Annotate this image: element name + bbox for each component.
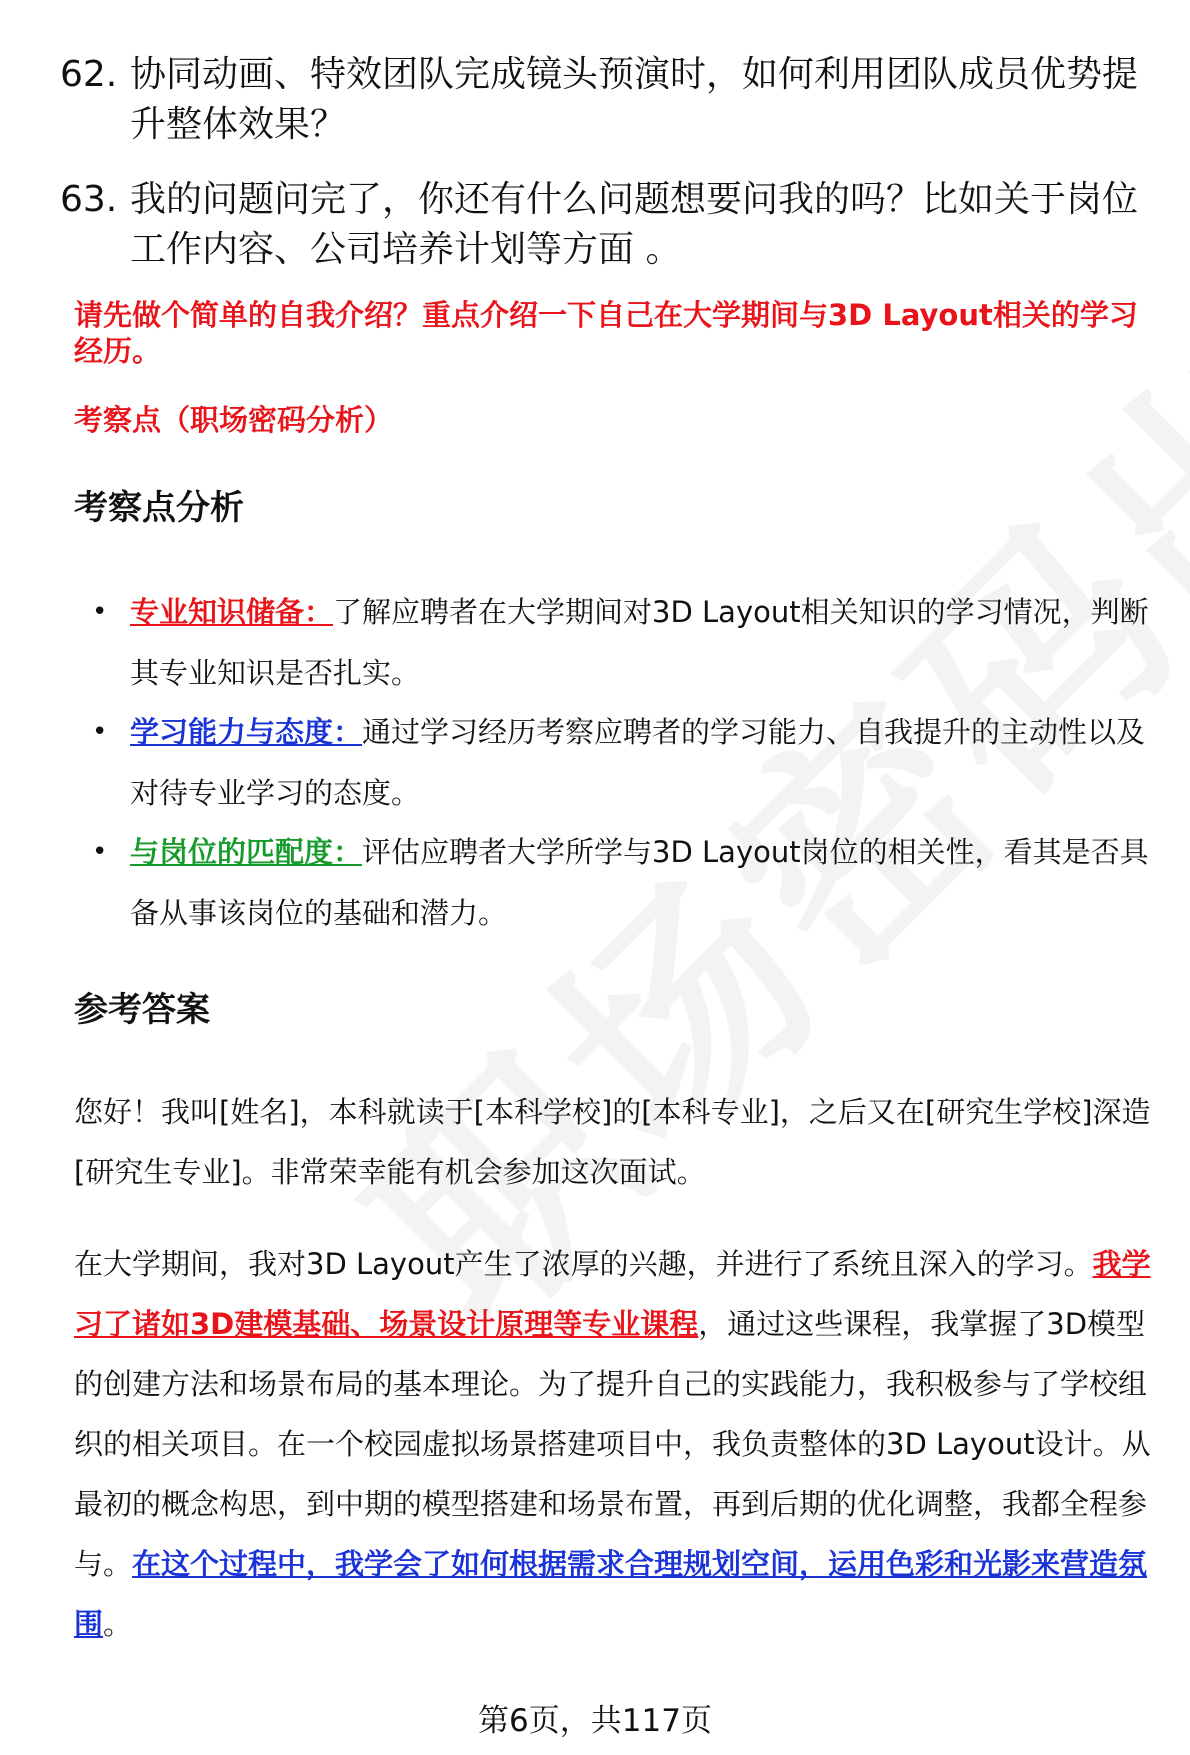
answer-highlight-blue: 在这个过程中，我学会了如何根据需求合理规划空间，运用色彩和光影来营造氛围 bbox=[74, 1547, 1148, 1641]
answer-highlight-red: 我学习了诸如3D建模基础、场景设计原理等专业课程 bbox=[74, 1247, 1151, 1341]
analysis-label: 与岗位的匹配度： bbox=[130, 835, 363, 869]
question-text: 我的问题问完了，你还有什么问题想要问我的吗？比如关于岗位工作内容、公司培养计划等方面 。 bbox=[130, 179, 1139, 270]
answer-heading: 参考答案 bbox=[74, 990, 210, 1030]
analysis-text: 通过学习经历考察应聘者的学习能力、自我提升的主动性以及对待专业学习的态度。 bbox=[130, 715, 1146, 810]
question-number: 62. bbox=[60, 54, 118, 95]
answer-text: ，通过这些课程，我掌握了3D模型的创建方法和场景布局的基本理论。为了提升自己的实践能力，我积极参与了学校组织的相关项目。在一个校园虚拟场景搭建项目中，我负责整体的3D Layout设计。从最初的概念构思，到中期的模型搭建和场景布置，再到后期的优化调整，我都全程参与。 bbox=[74, 1307, 1151, 1581]
analysis-label: 专业知识储备： bbox=[130, 595, 334, 629]
analysis-item bbox=[92, 702, 1162, 824]
question-text: 协同动画、特效团队完成镜头预演时，如何利用团队成员优势提升整体效果？ bbox=[130, 54, 1139, 145]
question-62 bbox=[60, 50, 1160, 150]
bullet-icon: • bbox=[92, 597, 108, 627]
question-number: 63. bbox=[60, 179, 118, 220]
bullet-icon: • bbox=[92, 717, 108, 747]
question-63 bbox=[60, 175, 1160, 275]
exam-point-title: 考察点（职场密码分析） bbox=[74, 403, 394, 437]
analysis-text: 评估应聘者大学所学与3D Layout岗位的相关性，看其是否具备从事该岗位的基础和潜力。 bbox=[130, 835, 1149, 930]
answer-paragraph-1: 您好！我叫[姓名]，本科就读于[本科学校]的[本科专业]，之后又在[研究生学校]深造[研究生专业]。非常荣幸能有机会参加这次面试。 bbox=[74, 1095, 1151, 1189]
interview-question-title: 请先做个简单的自我介绍？重点介绍一下自己在大学期间与3D Layout相关的学习经历。 bbox=[74, 298, 1138, 368]
analysis-item bbox=[92, 822, 1162, 944]
bullet-icon: • bbox=[92, 837, 108, 867]
analysis-heading: 考察点分析 bbox=[74, 488, 244, 528]
analysis-item bbox=[92, 582, 1162, 704]
answer-text: 在大学期间，我对3D Layout产生了浓厚的兴趣，并进行了系统且深入的学习。 bbox=[74, 1247, 1093, 1281]
analysis-label: 学习能力与态度： bbox=[130, 715, 363, 749]
page-footer: 第6页，共117页 bbox=[478, 1703, 712, 1739]
answer-paragraph-2 bbox=[74, 1234, 1168, 1654]
analysis-list bbox=[92, 582, 1162, 942]
analysis-text: 了解应聘者在大学期间对3D Layout相关知识的学习情况，判断其专业知识是否扎实。 bbox=[130, 595, 1149, 690]
answer-text: 。 bbox=[103, 1607, 133, 1641]
